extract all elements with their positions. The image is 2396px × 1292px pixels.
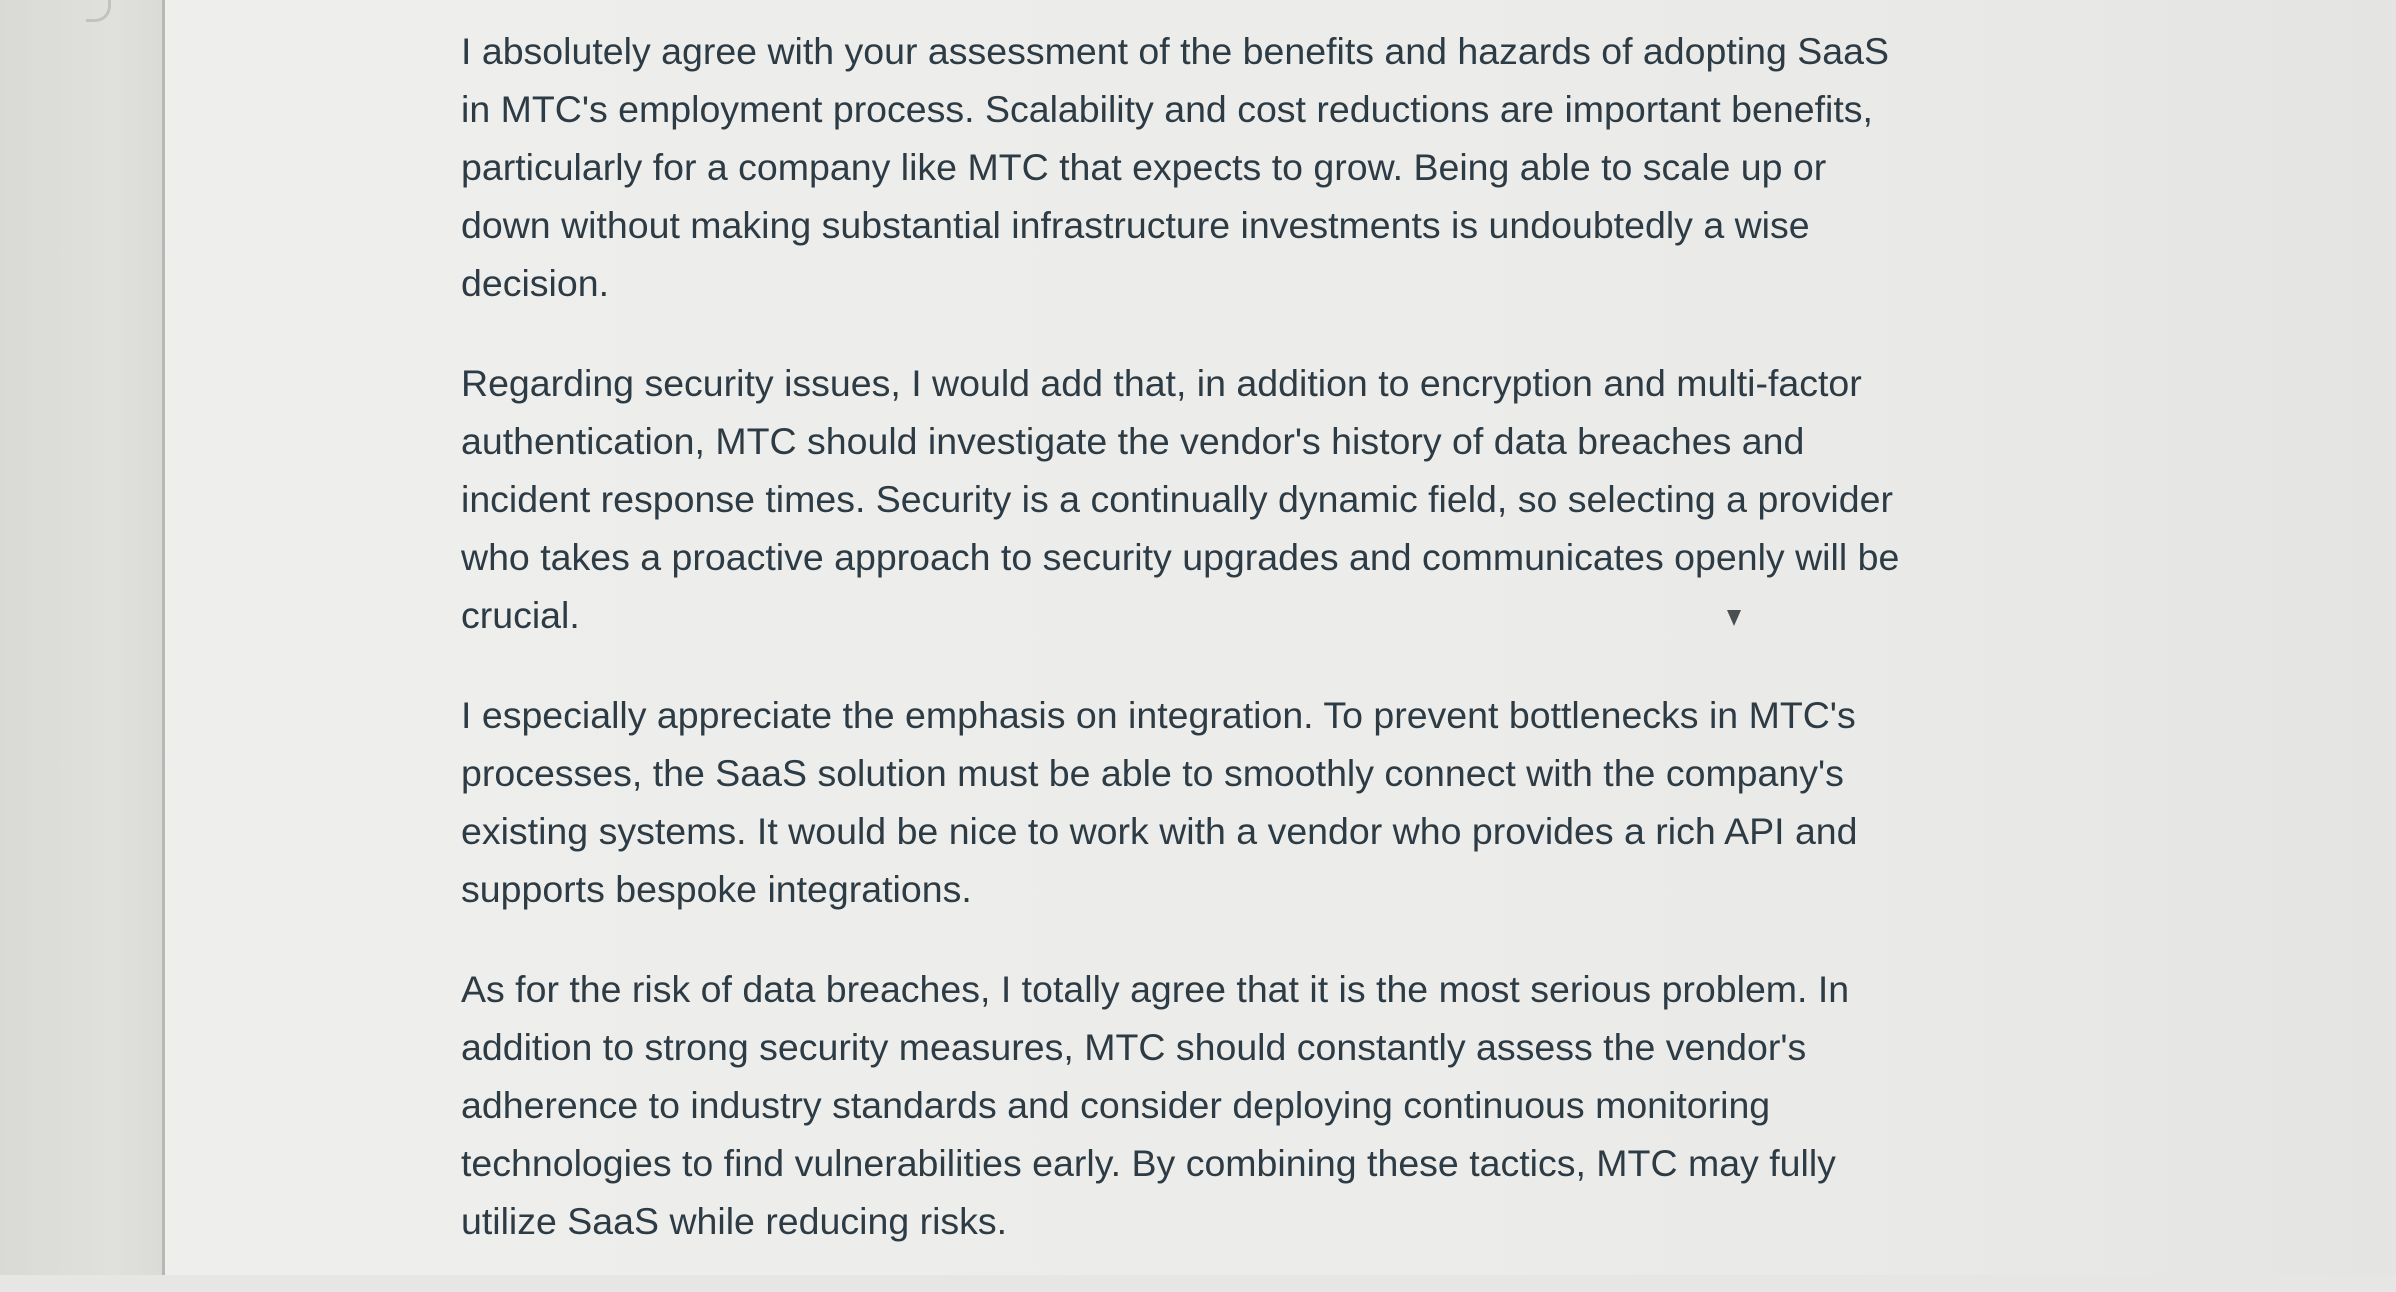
reply-paragraph-3: I especially appreciate the emphasis on integration. To prevent bottlenecks in MTC's processes, the SaaS solution must be able to smoothly connect with the company's existing systems. It would be nice to work with a vendor who provides a rich API and supports bespoke integrations. — [461, 694, 1858, 910]
reply-paragraph-1: I absolutely agree with your assessment of the benefits and hazards of adopting SaaS in MTC's employment process. Scalability and cost reductions are important benefits, particularly for a company like MTC that expects to grow. Being able to scale up or down without making substantial infrastructure investments is undoubtedly a wise decision. — [461, 30, 1889, 304]
reply-body — [461, 22, 1921, 1292]
left-gutter — [0, 0, 164, 1275]
page-corner-mark — [86, 0, 111, 22]
discussion-reply-page — [165, 0, 2396, 1275]
reply-paragraph-2: Regarding security issues, I would add that, in addition to encryption and multi-factor authentication, MTC should investigate the vendor's history of data breaches and incident response times. Security is a continually dynamic field, so selecting a provider who takes a proactive approach to security upgrades and communicates openly will be crucial. — [461, 362, 1900, 636]
reply-paragraph-4: As for the risk of data breaches, I totally agree that it is the most serious problem. In addition to strong security measures, MTC should constantly assess the vendor's adherence to industry standards and consider deploying continuous monitoring technologies to find vulnerabilities early. By combining these tactics, MTC may fully utilize SaaS while reducing risks. — [461, 968, 1850, 1242]
mouse-cursor-icon — [1727, 610, 1741, 626]
